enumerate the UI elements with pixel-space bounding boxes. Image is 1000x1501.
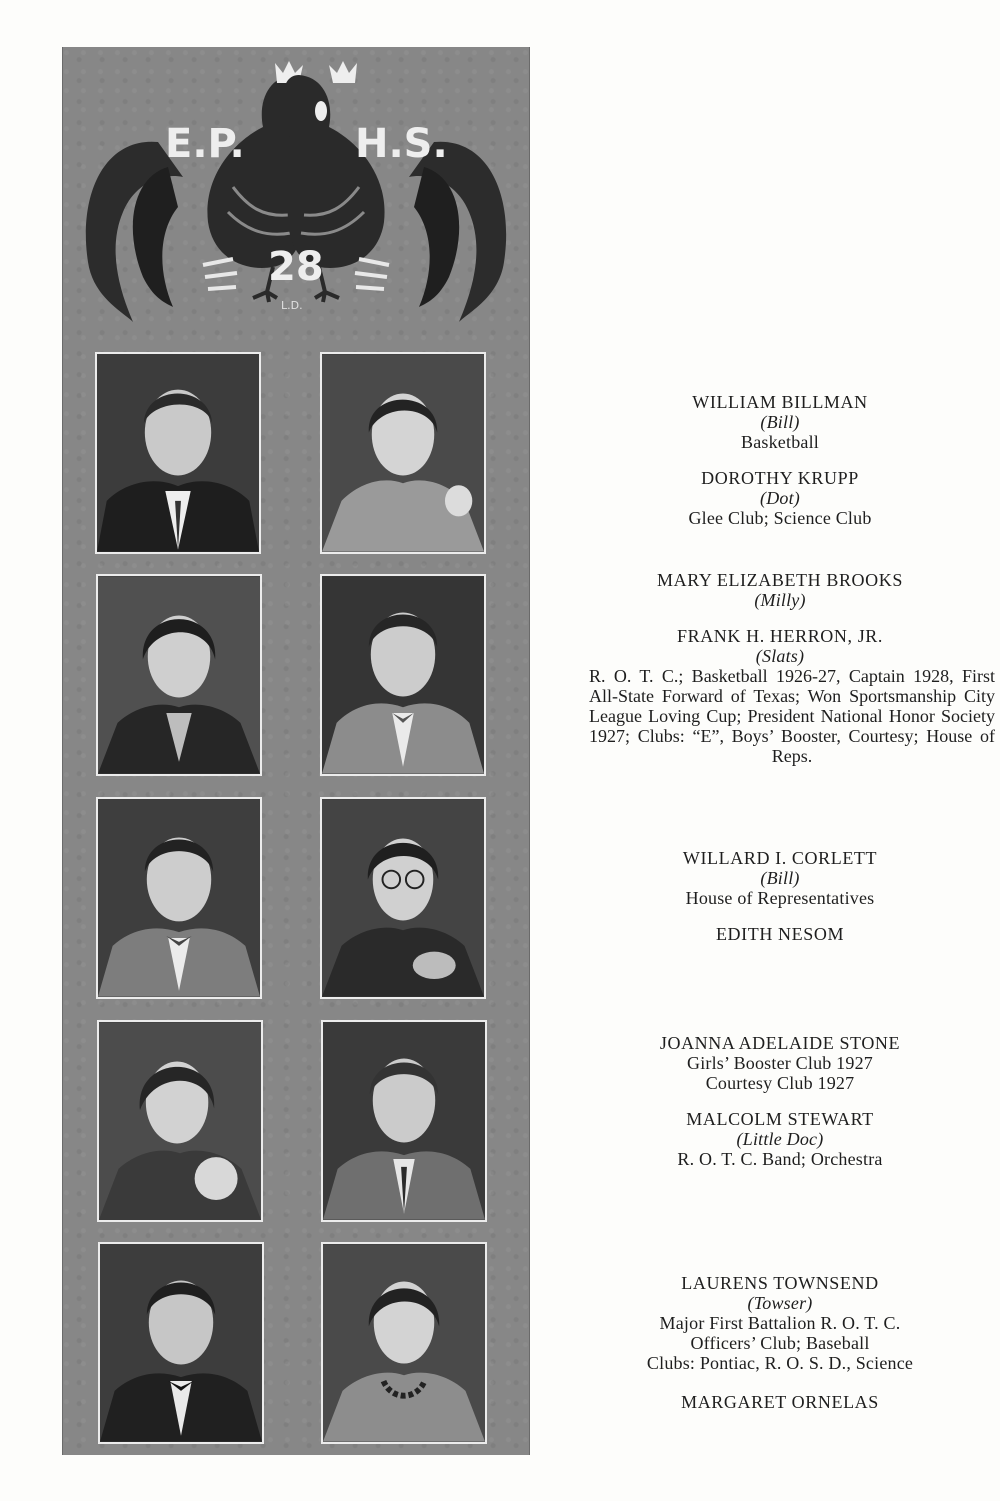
emblem-year: 28 xyxy=(268,244,324,290)
student-nickname: (Bill) xyxy=(760,868,800,888)
student-activities: Girls’ Booster Club 1927 xyxy=(687,1053,873,1073)
student-name: MARY ELIZABETH BROOKS xyxy=(657,570,903,590)
student-activities: Major First Battalion R. O. T. C. xyxy=(659,1313,901,1333)
portrait-photo-malcolm-stewart xyxy=(321,1020,487,1222)
entry-william-billman xyxy=(565,392,995,452)
right-rooster-icon xyxy=(284,75,385,268)
student-name: DOROTHY KRUPP xyxy=(701,468,859,488)
portrait-photo-frank-h-herron-jr xyxy=(320,574,486,776)
student-name: JOANNA ADELAIDE STONE xyxy=(659,1033,901,1053)
portrait-photo-margaret-ornelas xyxy=(321,1242,487,1444)
entry-joanna-adelaide-stone xyxy=(565,1033,995,1093)
portrait-photo-mary-elizabeth-brooks xyxy=(96,574,262,776)
student-activities: House of Representatives xyxy=(685,888,875,908)
entry-laurens-townsend xyxy=(565,1273,995,1373)
portrait-photo-william-billman xyxy=(95,352,261,554)
student-nickname: (Dot) xyxy=(760,488,800,508)
student-name: MALCOLM STEWART xyxy=(686,1109,874,1129)
entry-willard-i-corlett xyxy=(565,848,995,908)
student-name: EDITH NESOM xyxy=(715,924,845,944)
emblem-artist-initials: L.D. xyxy=(281,299,303,312)
student-nickname: (Slats) xyxy=(755,646,805,666)
student-nickname: (Bill) xyxy=(760,412,800,432)
student-activities: Clubs: Pontiac, R. O. S. D., Science xyxy=(646,1353,914,1373)
entry-frank-h-herron-jr xyxy=(565,626,995,766)
student-nickname: (Milly) xyxy=(754,590,806,610)
student-nickname: (Little Doc) xyxy=(736,1129,824,1149)
entry-malcolm-stewart xyxy=(565,1109,995,1169)
student-activities: Courtesy Club 1927 xyxy=(705,1073,855,1093)
entry-dorothy-krupp xyxy=(565,468,995,528)
entry-edith-nesom xyxy=(565,924,995,944)
student-name: MARGARET ORNELAS xyxy=(681,1392,879,1412)
emblem-right-letters: H.S. xyxy=(355,121,448,167)
portrait-photo-willard-i-corlett xyxy=(96,797,262,999)
entry-mary-elizabeth-brooks xyxy=(565,570,995,610)
student-name: WILLIAM BILLMAN xyxy=(692,392,868,412)
student-activities: Glee Club; Science Club xyxy=(688,508,872,528)
roosters-emblem xyxy=(63,47,529,337)
student-activities: Basketball xyxy=(741,432,819,452)
student-activities: R. O. T. C.; Basketball 1926-27, Captain 1928, First All-State Forward of Texas; Won Sportsmanship City League Loving Cup; President National Honor Society 1927; Clubs: “E”, Boys’ Booster, Courtesy; House of Reps. xyxy=(589,666,995,766)
portrait-photo-joanna-adelaide-stone xyxy=(97,1020,263,1222)
portrait-photo-laurens-townsend xyxy=(98,1242,264,1444)
portrait-photo-edith-nesom xyxy=(320,797,486,999)
student-name: LAURENS TOWNSEND xyxy=(681,1273,879,1293)
student-name: WILLARD I. CORLETT xyxy=(682,848,878,868)
student-name: FRANK H. HERRON, JR. xyxy=(676,626,884,646)
entry-margaret-ornelas xyxy=(565,1392,995,1412)
emblem-left-letters: E.P. xyxy=(165,121,245,167)
student-activities: Officers’ Club; Baseball xyxy=(690,1333,870,1353)
student-activities: R. O. T. C. Band; Orchestra xyxy=(677,1149,883,1169)
photo-panel xyxy=(62,47,530,1455)
student-nickname: (Towser) xyxy=(747,1293,813,1313)
portrait-photo-dorothy-krupp xyxy=(320,352,486,554)
